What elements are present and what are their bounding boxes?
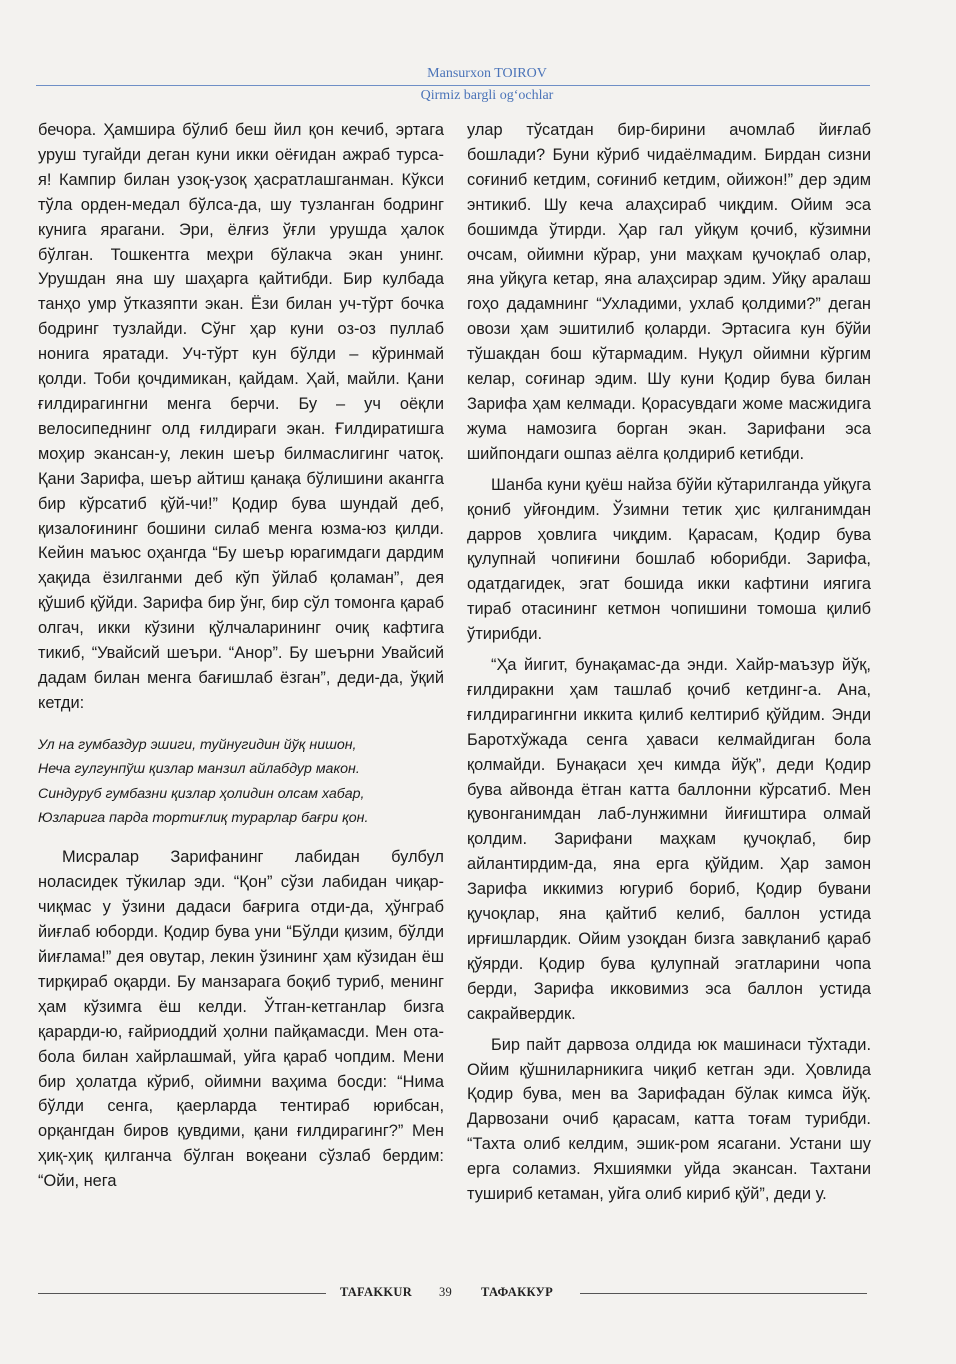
header-author: Mansurxon TOIROV bbox=[427, 66, 547, 81]
footer-rule-left bbox=[38, 1293, 326, 1294]
footer-rule-right bbox=[580, 1293, 867, 1294]
poem-line: Ул на гумбаздур эшиги, туйнугидин йўқ нишон, bbox=[38, 736, 357, 753]
left-column bbox=[38, 118, 444, 1194]
poem-line: Синдуруб гумбазни қизлар ҳолидин олсам хабар, bbox=[38, 785, 365, 802]
poem-line: Юзларига парда тортиғлиқ турарлар бағри қон. bbox=[38, 809, 369, 826]
page-footer bbox=[0, 1283, 956, 1303]
header-title: Qirmiz bargli og‘ochlar bbox=[420, 88, 554, 103]
right-column bbox=[467, 118, 871, 1207]
footer-journal-cyrillic: ТАФАККУР bbox=[481, 1285, 554, 1299]
footer-journal-latin: TAFAKKUR bbox=[340, 1285, 413, 1299]
paragraph: Шанба куни қуёш найза бўйи кўтарилганда уйқуга қониб уйғондим. Ўзимни тетик ҳис қилганимдан дарров ҳовлига чиқдим. Қарасам, Қодир бува қулупнай чопиғини бошлаб юборибди. Зарифа, одатдагидек, эгат бошида икки кафтини иягига тираб отасининг кетмон чопишини томоша қилиб ўтирибди. bbox=[467, 475, 871, 644]
header-rule bbox=[36, 85, 870, 86]
paragraph: улар тўсатдан бир-бирини ачомлаб йиғлаб бошлади? Буни кўриб чидаёлмадим. Бирдан сизни соғиниб кетдим, соғиниб кетдим, ойижон!” дер эдим энтикиб. Шу кеча алаҳсираб чиқдим. Ойим эса бошимда ўтирди. Ҳар гал уйқум қочиб, кўзимни очсам, ойимни кўрар, уни маҳкам қучоқлаб олар, яна уйқуга кетар, яна алаҳсирар эдим. Уйқу аралаш гоҳо дадамнинг “Ухладими, ухлаб қолдими?” деган овози ҳам эшитилиб қоларди. Эртасига кун бўйи тўшакдан бош кўтармадим. Нуқул ойимни кўргим келар, соғинар эдим. Шу куни Қодир бува билан Зарифа ҳам келмади. Қорасувдаги жоме масжидига жума намозига борган экан. Зарифани эса шийпондаги ошпаз аёлга қолдириб кетибди. bbox=[467, 121, 871, 463]
poem-block bbox=[38, 733, 444, 831]
running-header bbox=[0, 64, 956, 106]
poem-line: Неча гулгунпўш қизлар манзил айлабдур макон. bbox=[38, 761, 360, 778]
paragraph: “Ҳа йигит, бунақамас-да энди. Хайр-маъзур йўқ, ғилдиракни ҳам ташлаб қочиб кетдинг-а. Ана, ғилдирагингни иккита қилиб келтириб қўйдим. Энди Баротхўжада сенга ҳаваси келмайдиган бола қолмайди. Бунақаси ҳеч кимда йўқ”, деди Қодир бува айвонда ётган катта баллонни кўрсатиб. Мен қувонганимдан лаб-лунжимни йиғиштира олмай қолдим. Зарифани маҳкам қучоқлаб, бир айлантирдим-да, яна ерга қўйдим. Ҳар замон Зарифа иккимиз югуриб бориб, Қодир бувани қучоқлар, яна қайтиб келиб, баллон устида ирғишлардик. Ойим узоқдан бизга завқланиб қараб қўярди. Қодир бува қулупнай эгатларини чопа берди, Зарифа икковимиз эса баллон устида сакрайвердик. bbox=[467, 656, 871, 1023]
paragraph: Мисралар Зарифанинг лабидан булбул ноласидек тўкилар эди. “Қон” сўзи лабидан чиқар-чиқмас у ўзини дадаси бағрига отди-да, ҳўнграб йиғлаб юборди. Қодир бува уни “Бўлди қизим, бўлди йиғлама!” дея овутар, лекин ўзининг ҳам кўзидан ёш тирқираб оқарди. Бу манзарага боқиб туриб, менинг ҳам кўзимга ёш келди. Ўтган-кетганлар бизга қарарди-ю, ғайриоддий ҳолни пайқамасди. Мен ота-бола билан хайрлашмай, уйга қараб чопдим. Мени бир ҳолатда кўриб, ойимни ваҳима босди: “Нима бўлди сенга, қаерларда тентираб юрибсан, орқангдан биров қувдими, қани ғилдирагинг?” Мен ҳиқ-ҳиқ қилганча бўлган воқеани сўзлаб бердим: “Ойи, нега bbox=[38, 848, 444, 1191]
page-number: 39 bbox=[439, 1285, 453, 1299]
paragraph: Бир пайт дарвоза олдида юк машинаси тўхтади. Ойим қўшниларникига чиқиб кетган эди. Ҳовлида Қодир бува, мен ва Зарифадан бўлак кимса йўқ. Дарвозани очиб қарасам, катта тоғам турибди. “Тахта олиб келдим, эшик-ром ясагани. Устани шу ерга соламиз. Яхшиямки уйда экансан. Тахтани тушириб кетаман, уйга олиб кириб қўй”, деди у. bbox=[467, 1035, 871, 1204]
paragraph: бечора. Ҳамшира бўлиб беш йил қон кечиб, эртага уруш тугайди деган куни икки оёғидан ажраб турса-я! Кампир билан узоқ-узоқ ҳасратлашганман. Кўкси тўла орден-медал бўлса-да, шу тузланган бодринг кунига ярагани. Эри, ёлғиз ўғли урушда ҳалок бўлган. Тошкентга меҳри бўлакча экан унинг. Урушдан яна шу шаҳарга қайтибди. Бир кулбада танҳо умр ўтказяпти экан. Ёзи билан уч-тўрт бочка бодринг тузлайди. Сўнг ҳар куни оз-оз пуллаб нонига яратади. Уч-тўрт кун бўлди – кўринмай қолди. Тоби қочдимикан, қайдам. Ҳай, майли. Қани ғилдирагингни менга берчи. Бу – уч оёқли велосипеднинг олд ғилдираги экан. Ғилдиратишга моҳир экансан-у, лекин шеър билмаслигинг чатоқ. Қани Зарифа, шеър айтиш қанақа бўлишини акангга бир кўрсатиб қўй-чи!” Қодир бува шундай деб, қизалоғининг бошини силаб менга юзма-юз қилди. Кейин маъюс оҳангда “Бу шеър юрагимдаги дардим ҳақида ёзилганми деб кўп ўйлаб қоламан”, дея қўшиб қўйди. Зарифа бир ўнг, бир сўл томонга қараб олгач, икки кўзини қўлчаларининг очиқ кафтига тикиб, “Увайсий шеъри. “Анор”. Бу шеърни Увайсий дадам билан менга бағишлаб ёзган”, деди-да, ўқий кетди: bbox=[38, 121, 444, 712]
